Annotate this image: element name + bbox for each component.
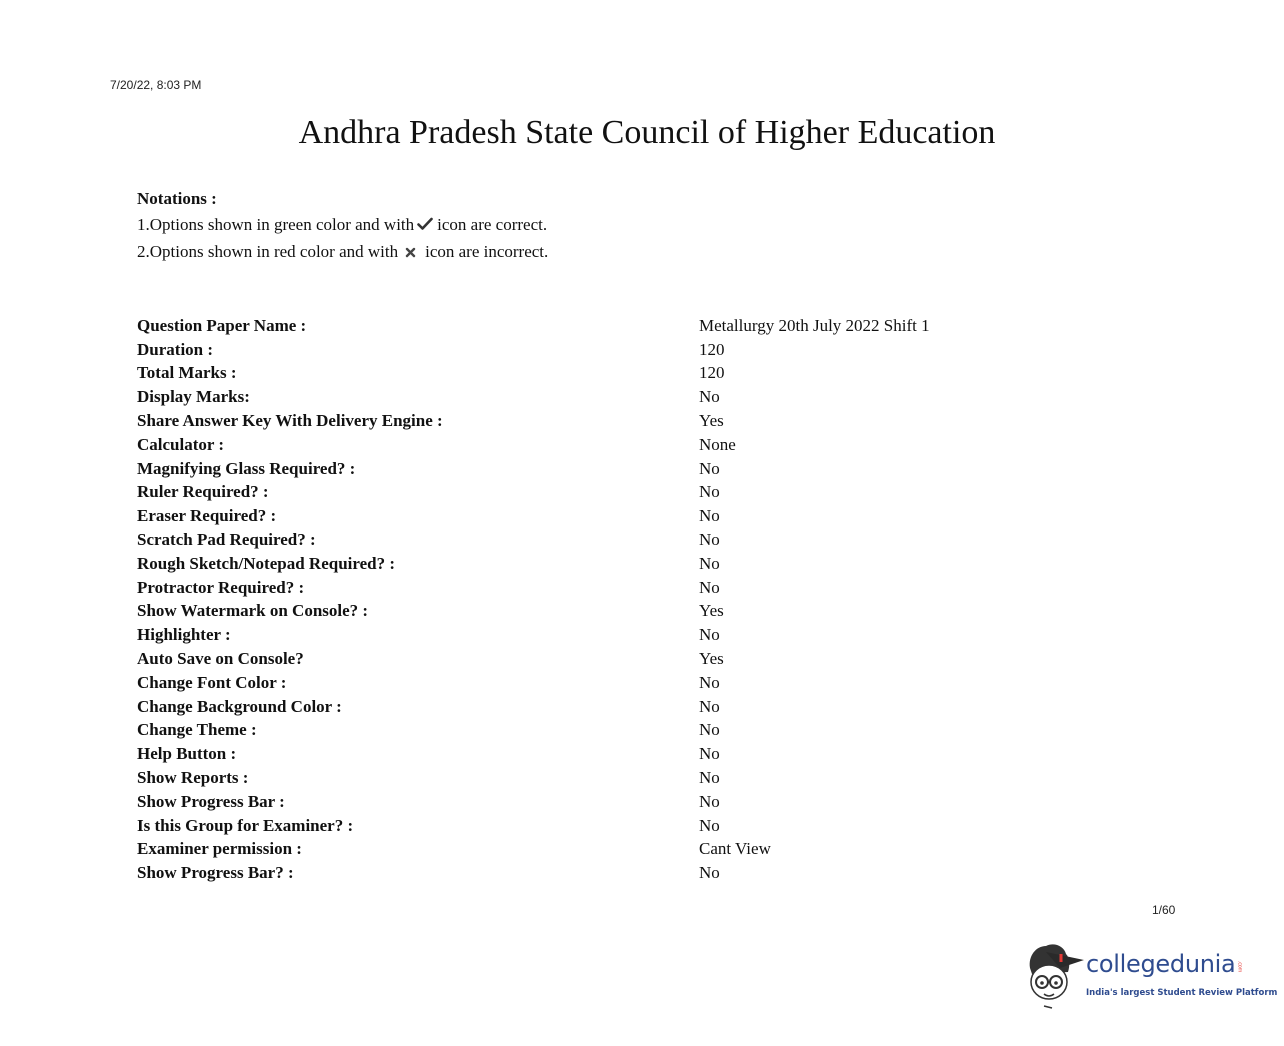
detail-label: Help Button :	[137, 744, 237, 764]
cross-icon	[405, 240, 416, 266]
detail-value: No	[699, 672, 720, 692]
notation-correct-line	[137, 212, 548, 239]
detail-label: Rough Sketch/Notepad Required? :	[137, 553, 396, 573]
detail-row	[137, 766, 999, 790]
detail-row	[137, 552, 999, 576]
detail-value: No	[699, 863, 720, 883]
notation-incorrect-line	[137, 239, 548, 266]
detail-row	[137, 457, 999, 481]
detail-row	[137, 504, 999, 528]
detail-value: No	[699, 577, 720, 597]
detail-value: Metallurgy 20th July 2022 Shift 1	[699, 315, 930, 335]
detail-label: Display Marks:	[137, 387, 250, 407]
detail-row	[137, 647, 999, 671]
detail-value: No	[699, 625, 720, 645]
detail-label: Highlighter :	[137, 625, 231, 645]
detail-label: Show Progress Bar :	[137, 791, 285, 811]
detail-row	[137, 600, 999, 624]
detail-label: Eraser Required? :	[137, 506, 277, 526]
detail-value: 120	[699, 339, 725, 359]
detail-label: Magnifying Glass Required? :	[137, 458, 356, 478]
paper-details-table	[137, 314, 999, 885]
detail-value: No	[699, 553, 720, 573]
detail-row	[137, 814, 999, 838]
detail-row	[137, 623, 999, 647]
detail-label: Examiner permission :	[137, 839, 302, 859]
detail-value: No	[699, 791, 720, 811]
page-title: Andhra Pradesh State Council of Higher Education	[298, 114, 996, 151]
detail-value: No	[699, 387, 720, 407]
detail-value: Yes	[699, 649, 724, 669]
detail-label: Show Reports :	[137, 768, 249, 788]
detail-row	[137, 362, 999, 386]
detail-row	[137, 481, 999, 505]
detail-label: Change Background Color :	[137, 696, 342, 716]
logo-com-text: .com	[1236, 960, 1243, 972]
detail-value: No	[699, 458, 720, 478]
detail-value: Yes	[699, 601, 724, 621]
detail-row	[137, 671, 999, 695]
notation-correct-text: 1.Options shown in green color and with	[137, 215, 415, 234]
detail-value: No	[699, 768, 720, 788]
detail-label: Question Paper Name :	[137, 315, 307, 335]
print-timestamp: 7/20/22, 8:03 PM	[110, 78, 202, 92]
detail-value: No	[699, 744, 720, 764]
detail-label: Share Answer Key With Delivery Engine :	[137, 411, 443, 431]
detail-row	[137, 719, 999, 743]
detail-label: Protractor Required? :	[137, 577, 305, 597]
detail-value: 120	[699, 363, 725, 383]
detail-row	[137, 528, 999, 552]
logo-brand-text: collegedunia.com	[1086, 950, 1243, 978]
detail-label: Total Marks :	[137, 363, 237, 383]
detail-row	[137, 838, 999, 862]
detail-value: None	[699, 434, 736, 454]
detail-row	[137, 742, 999, 766]
detail-label: Scratch Pad Required? :	[137, 530, 316, 550]
detail-row	[137, 409, 999, 433]
detail-value: Yes	[699, 411, 724, 431]
detail-label: Ruler Required? :	[137, 482, 269, 502]
detail-row	[137, 314, 999, 338]
detail-row	[137, 433, 999, 457]
logo-tagline: India's largest Student Review Platform	[1086, 988, 1278, 998]
detail-value: No	[699, 696, 720, 716]
detail-label: Is this Group for Examiner? :	[137, 815, 354, 835]
notation-correct-suffix: icon are correct.	[437, 215, 548, 234]
detail-value: No	[699, 815, 720, 835]
detail-row	[137, 385, 999, 409]
detail-label: Change Font Color :	[137, 672, 287, 692]
notation-incorrect-text: 2.Options shown in red color and with	[137, 242, 399, 262]
page-number: 1/60	[1152, 903, 1176, 917]
detail-value: No	[699, 530, 720, 550]
detail-row	[137, 861, 999, 885]
detail-row	[137, 790, 999, 814]
detail-label: Auto Save on Console?	[137, 649, 304, 669]
detail-label: Duration :	[137, 339, 214, 359]
detail-label: Change Theme :	[137, 720, 257, 740]
detail-row	[137, 338, 999, 362]
detail-label: Show Watermark on Console? :	[137, 601, 369, 621]
check-icon	[417, 213, 433, 239]
detail-label: Calculator :	[137, 434, 225, 454]
mascot-icon	[1024, 938, 1086, 1010]
notations-heading: Notations :	[137, 189, 217, 208]
detail-row	[137, 695, 999, 719]
detail-value: No	[699, 506, 720, 526]
detail-value: Cant View	[699, 839, 771, 859]
notations-section	[137, 186, 548, 266]
collegedunia-logo	[1024, 938, 1278, 1010]
notation-incorrect-suffix: icon are incorrect.	[425, 242, 549, 262]
detail-label: Show Progress Bar? :	[137, 863, 294, 883]
detail-value: No	[699, 482, 720, 502]
detail-value: No	[699, 720, 720, 740]
detail-row	[137, 576, 999, 600]
